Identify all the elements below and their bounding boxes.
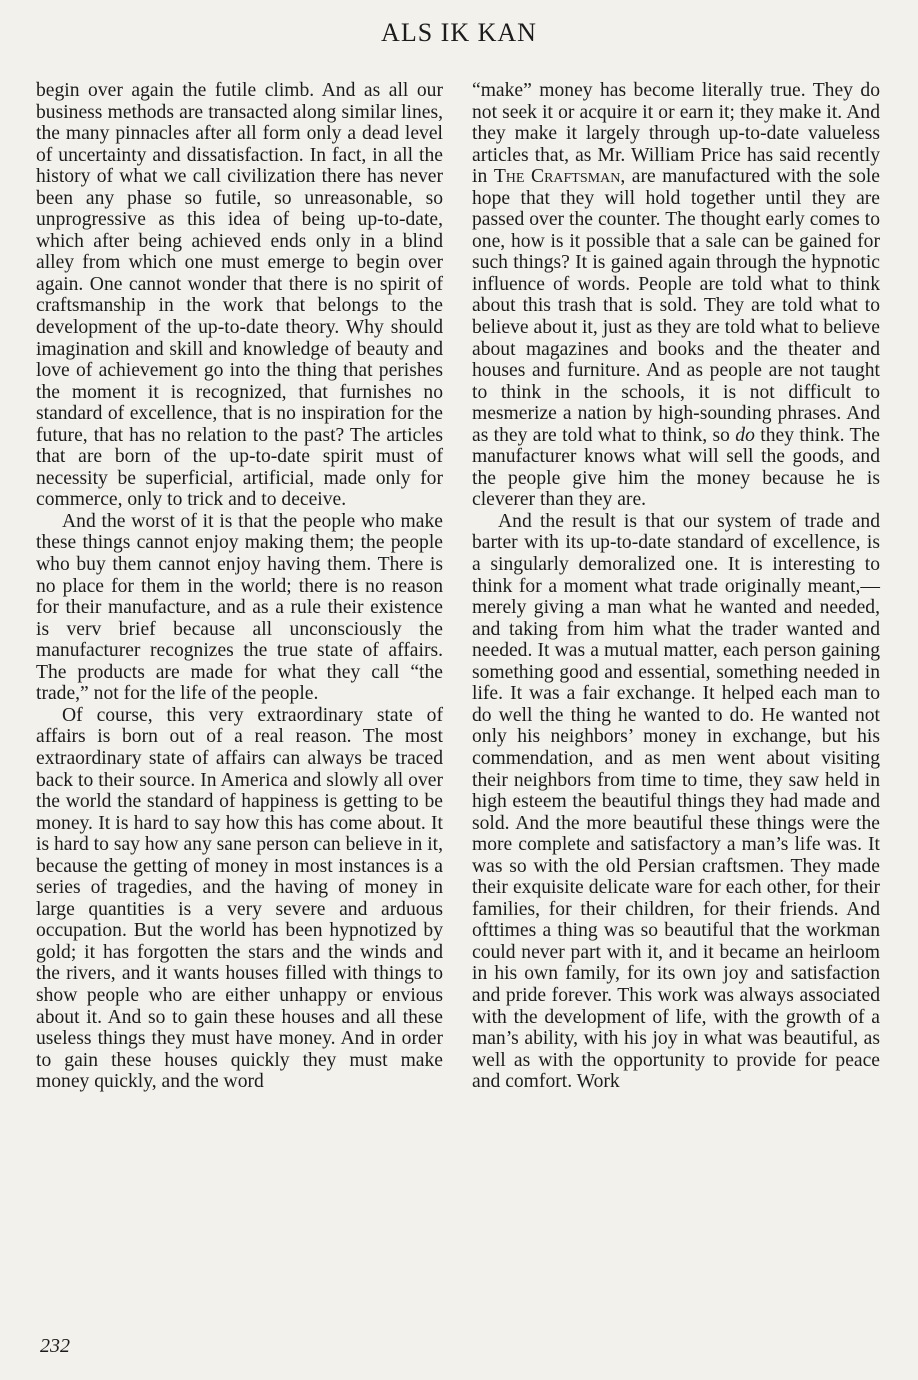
paragraph <box>472 80 880 511</box>
paragraph: begin over again the futile climb. And as all our business methods are transacted along similar lines, the many pinnacles after all form only a dead level of uncertainty and dissatisfaction. In fact, in all the history of what we call civilization there has never been any phase so futile, so unreasonable, so unprogressive as this idea of being up-to-date, which after being achieved ends only in a blind alley from which one must emerge to begin over again. One cannot wonder that there is no spirit of craftsmanship in the work that belongs to the development of the up-to-date theory. Why should imagination and skill and knowledge of beauty and love of achievement go into the thing that perishes the moment it is recognized, that furnishes no standard of excellence, that is no inspiration for the future, that has no relation to the past? The articles that are born of the up-to-date spirit must of necessity be superficial, artificial, made only for commerce, only to trick and to deceive. <box>36 80 443 511</box>
paragraph-text: “make” money has become literally true. They do not seek it or acquire it or earn it; they make it. And they make it largely through up-to-date valueless articles that, as Mr. William Price has said recently in <box>472 80 880 188</box>
paragraph-text: , are manufactured with the sole hope that they will hold together until they are passed over the counter. The thought early comes to one, how is it possible that a sale can be gained for such things? It is gained again through the hypnotic influence of words. People are told what to think about this trash that is sold. They are told what to believe about it, just as they are told what to believe about magazines and books and the theater and houses and furniture. And as people are not taught to think in the schools, it is not difficult to mesmerize a nation by high-sounding phrases. And as they are told what to think, so <box>472 166 881 446</box>
paragraph: Of course, this very extraordinary state of affairs is born out of a real reason. The most extraordinary state of affairs can always be traced back to their source. In America and slowly all over the world the standard of happiness is getting to be money. It is hard to say how this has come about. It is hard to say how any sane person can believe in it, because the getting of money in most instances is a series of tragedies, and the having of money in large quantities is a very severe and arduous occupation. But the world has been hypnotized by gold; it has forgotten the stars and the winds and the rivers, and it wants houses filled with things to show people who are either unhappy or envious about it. And so to gain these houses and all these useless things they must have money. And in order to gain these houses quickly they must make money quickly, and the word <box>36 704 444 1093</box>
running-head: ALS IK KAN <box>381 18 537 47</box>
magazine-name: The Craftsman <box>493 166 621 188</box>
page-number: 232 <box>40 1335 70 1357</box>
right-column <box>472 80 880 1093</box>
emphasis: do <box>735 424 755 446</box>
paragraph: And the worst of it is that the people who make these things cannot enjoy making them; the people who buy them cannot enjoy having them. There is no place for them in the world; there is no reason for their manufacture, and as a rule their existence is verv brief because all unconsciously the manufacturer recognizes the true state of affairs. The products are made for what they call “the trade,” not for the life of the people. <box>36 510 443 705</box>
paragraph-text: they think. The manufacturer knows what will sell the goods, and the people give him the money because he is cleverer than they are. <box>472 424 880 511</box>
left-column <box>36 80 443 1093</box>
paragraph: And the result is that our system of trade and barter with its up-to-date standard of excellence, is a singularly demoralized one. It is interesting to think for a moment what trade originally meant,—merely giving a man what he wanted and needed, and taking from him what the trader wanted and needed. It was a mutual matter, each person gaining something good and essential, something needed in life. It was a fair exchange. It helped each man to do well the thing he wanted to do. He wanted not only his neighbors’ money in exchange, but his commendation, and as men went about visiting their neighbors from time to time, they saw held in high esteem the beautiful things they had made and sold. And the more beautiful these things were the more complete and satisfactory a man’s life was. It was so with the old Persian craftsmen. They made their exquisite delicate ware for each other, for their families, for their children, for their friends. And ofttimes a thing was so beautiful that the workman could never part with it, and it became an heirloom in his own family, for its own joy and satisfaction and pride forever. This work was always associated with the development of life, with the growth of a man’s ability, with his joy in what was beautiful, as well as with the opportunity to provide for peace and comfort. Work <box>472 510 880 1093</box>
